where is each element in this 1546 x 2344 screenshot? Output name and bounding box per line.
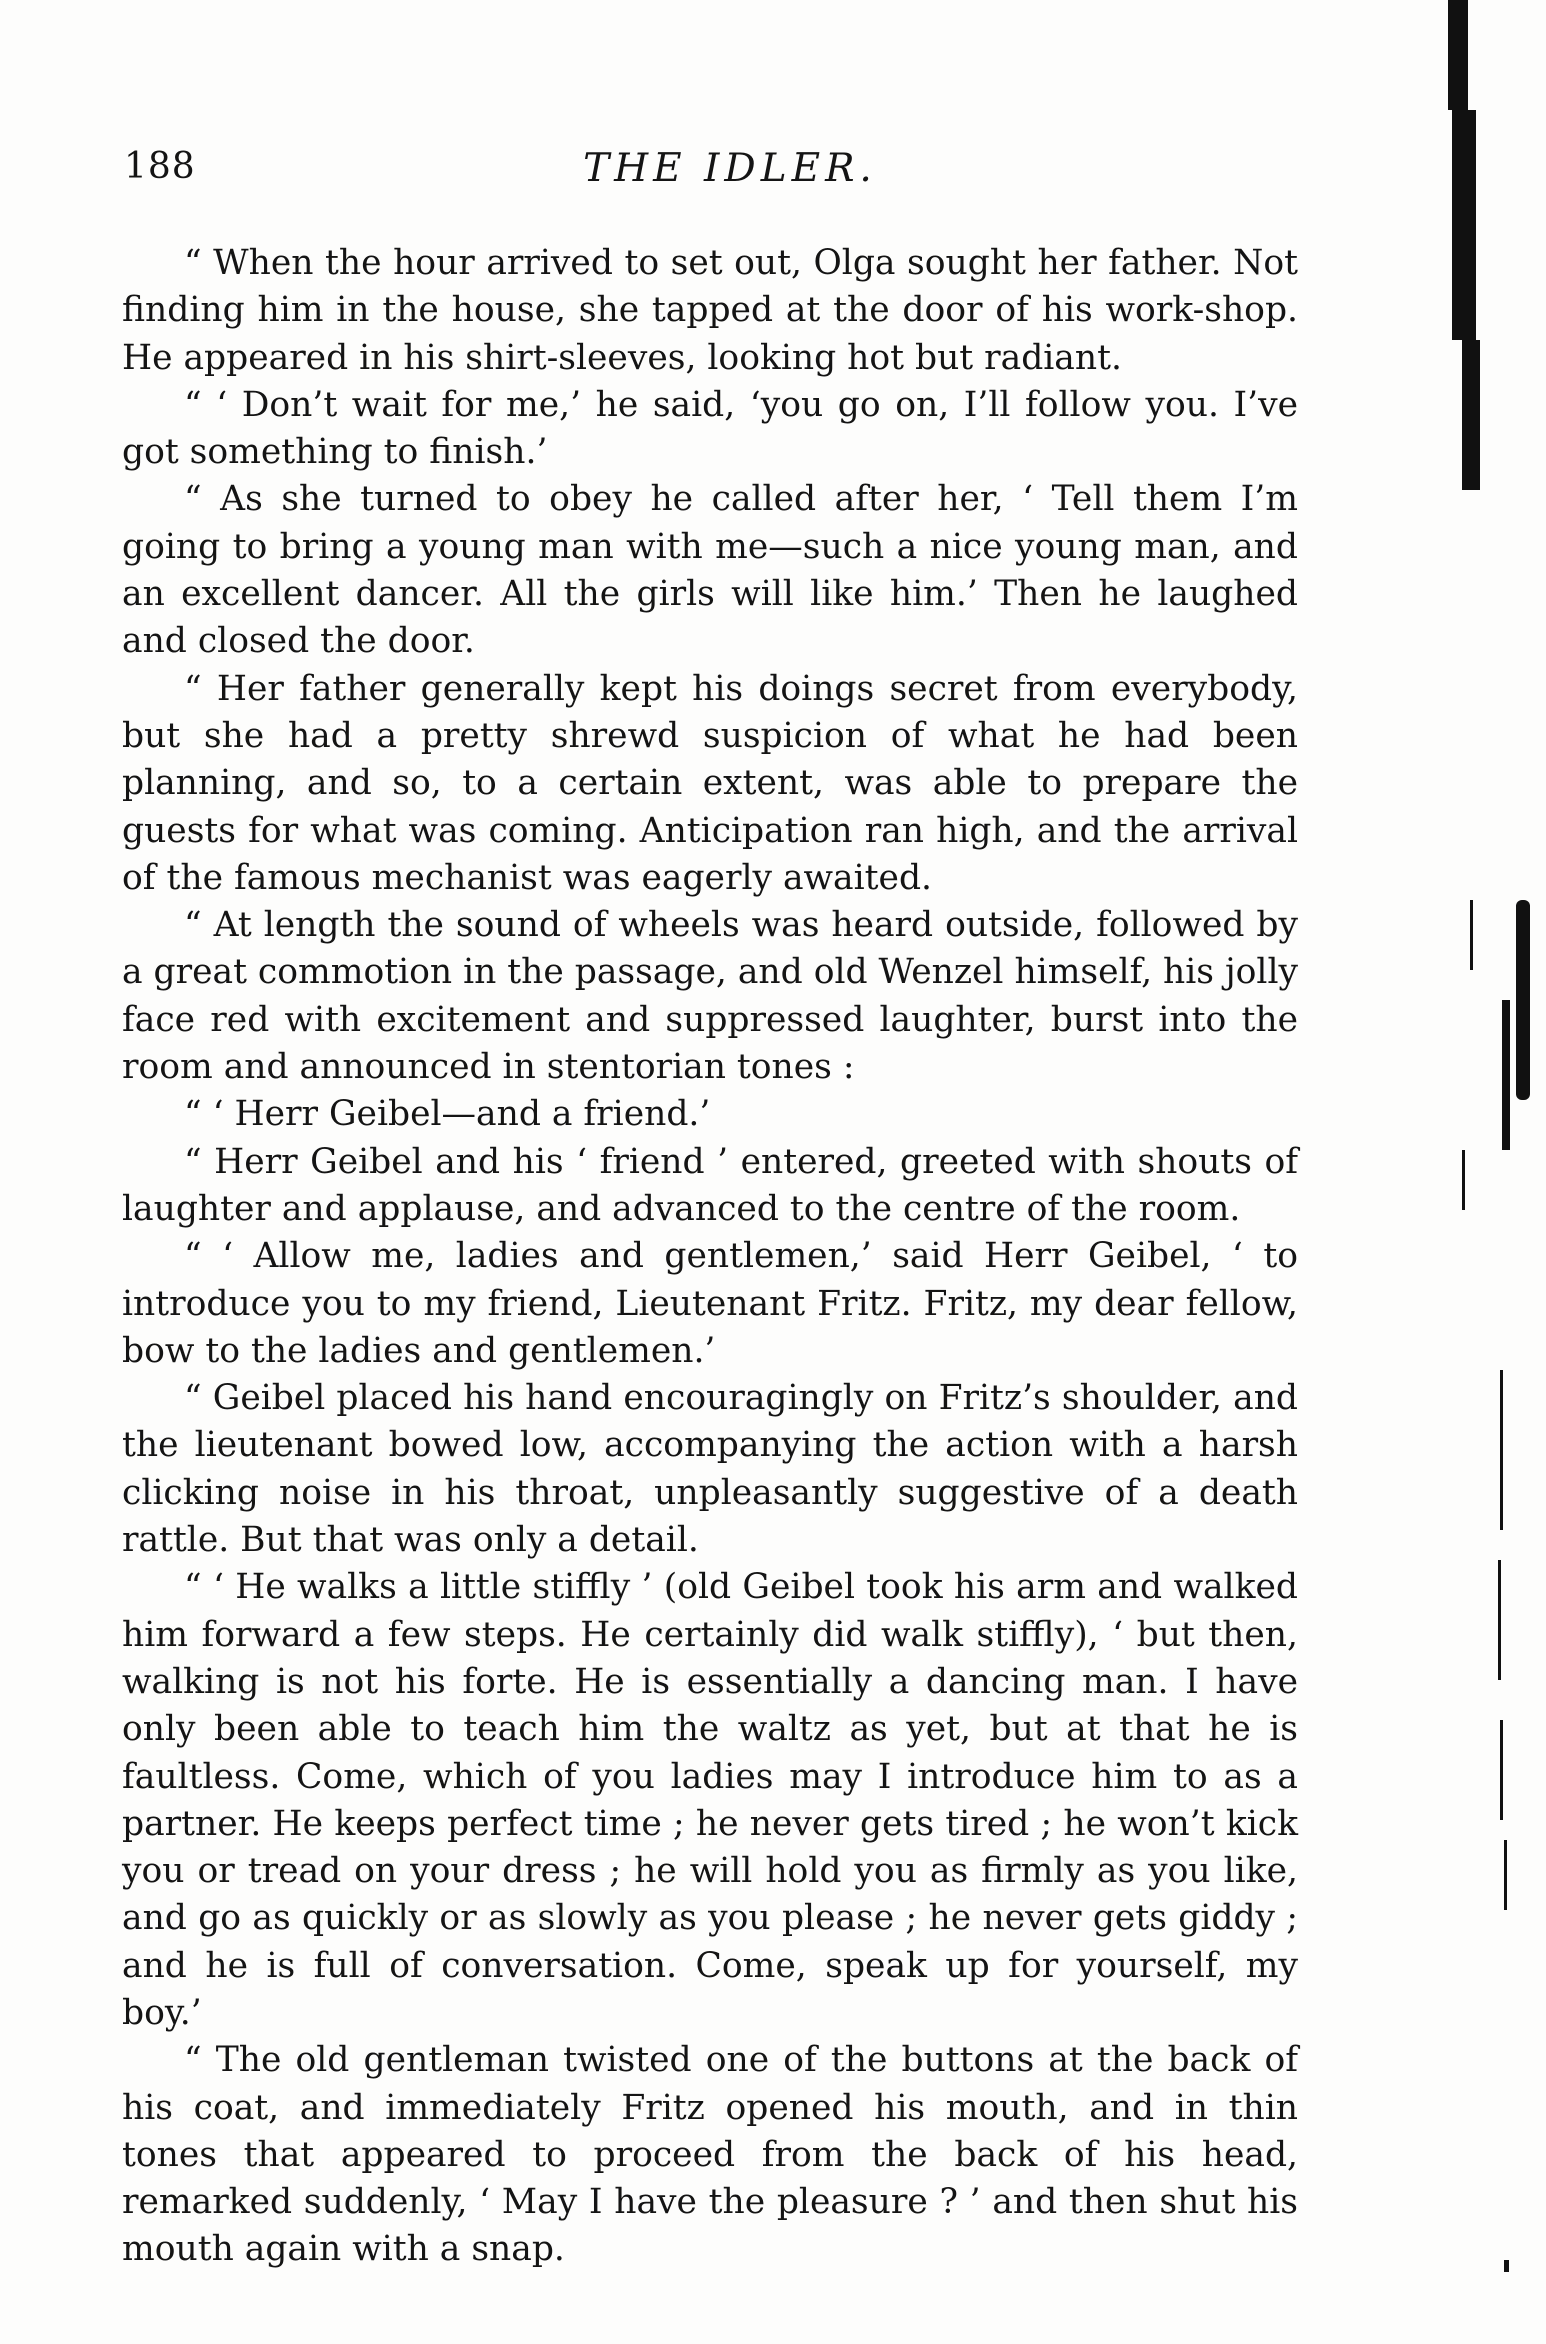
- paragraph: “ As she turned to obey he called after her, ‘ Tell them I’m going to bring a young man with me—such a nice young man, and an excellent dancer. All the girls will like him.’ Then he laughed and closed the door.: [122, 479, 1298, 662]
- paragraph: “ When the hour arrived to set out, Olga sought her father. Not finding him in the house, she tapped at the door of his work-shop. He appeared in his shirt-sleeves, looking hot but radiant.: [122, 243, 1298, 378]
- scan-edge-mark: [1502, 1000, 1510, 1150]
- scan-edge-mark: [1498, 1560, 1501, 1680]
- paragraph: “ Geibel placed his hand encouragingly on Fritz’s shoulder, and the lieutenant bowed low, accompanying the action with a harsh clicking noise in his throat, unpleasantly suggestive of a death rattle. But that was only a detail.: [122, 1378, 1298, 1561]
- scan-edge-mark: [1504, 1840, 1507, 1910]
- scan-edge-mark: [1452, 110, 1476, 340]
- scan-edge-mark: [1462, 340, 1480, 490]
- body-text: [122, 240, 1298, 2274]
- scan-edge-mark: [1462, 1150, 1465, 1210]
- scan-edge-mark: [1504, 2260, 1509, 2272]
- running-title: THE IDLER.: [583, 146, 877, 191]
- scan-edge-mark: [1500, 1370, 1503, 1530]
- paragraph: “ ‘ Allow me, ladies and gentlemen,’ said Herr Geibel, ‘ to introduce you to my friend, Lieutenant Fritz. Fritz, my dear fellow, bow to the ladies and gentlemen.’: [122, 1236, 1298, 1371]
- scan-edge-mark: [1500, 1720, 1503, 1820]
- scan-edge-mark: [1516, 900, 1530, 1100]
- scan-edge-mark: [1470, 900, 1473, 970]
- paragraph: “ Herr Geibel and his ‘ friend ’ entered, greeted with shouts of laughter and applause, and advanced to the centre of the room.: [122, 1141, 1298, 1229]
- scan-edge-mark: [1448, 0, 1468, 110]
- page-number: 188: [124, 146, 196, 187]
- paragraph: “ The old gentleman twisted one of the buttons at the back of his coat, and immediately Fritz opened his mouth, and in thin tones that appeared to proceed from the back of his head, remarked suddenly, ‘ May I have the pleasure ? ’ and then shut his mouth again with a snap.: [122, 2040, 1298, 2270]
- paragraph: “ At length the sound of wheels was heard outside, followed by a great commotion in the passage, and old Wenzel himself, his jolly face red with excitement and suppressed laughter, burst into the room and announced in stentorian tones :: [122, 905, 1298, 1088]
- paragraph: “ ‘ He walks a little stiffly ’ (old Geibel took his arm and walked him forward a few steps. He certainly did walk stiffly), ‘ but then, walking is not his forte. He is essentially a dancing man. I have only been able to teach him the waltz as yet, but at that he is faultless. Come, which of you ladies may I introduce him to as a partner. He keeps perfect time ; he never gets tired ; he won’t kick you or tread on your dress ; he will hold you as firmly as you like, and go as quickly or as slowly as you please ; he never gets giddy ; and he is full of conversation. Come, speak up for yourself, my boy.’: [122, 1567, 1298, 2033]
- paragraph: “ Her father generally kept his doings secret from everybody, but she had a pretty shrewd suspicion of what he had been planning, and so, to a certain extent, was able to prepare the guests for what was coming. Anticipation ran high, and the arrival of the famous mechanist was eagerly awaited.: [122, 668, 1298, 898]
- paragraph: “ ‘ Herr Geibel—and a friend.’: [184, 1094, 711, 1135]
- paragraph: “ ‘ Don’t wait for me,’ he said, ‘you go on, I’ll follow you. I’ve got something to finish.’: [122, 384, 1298, 473]
